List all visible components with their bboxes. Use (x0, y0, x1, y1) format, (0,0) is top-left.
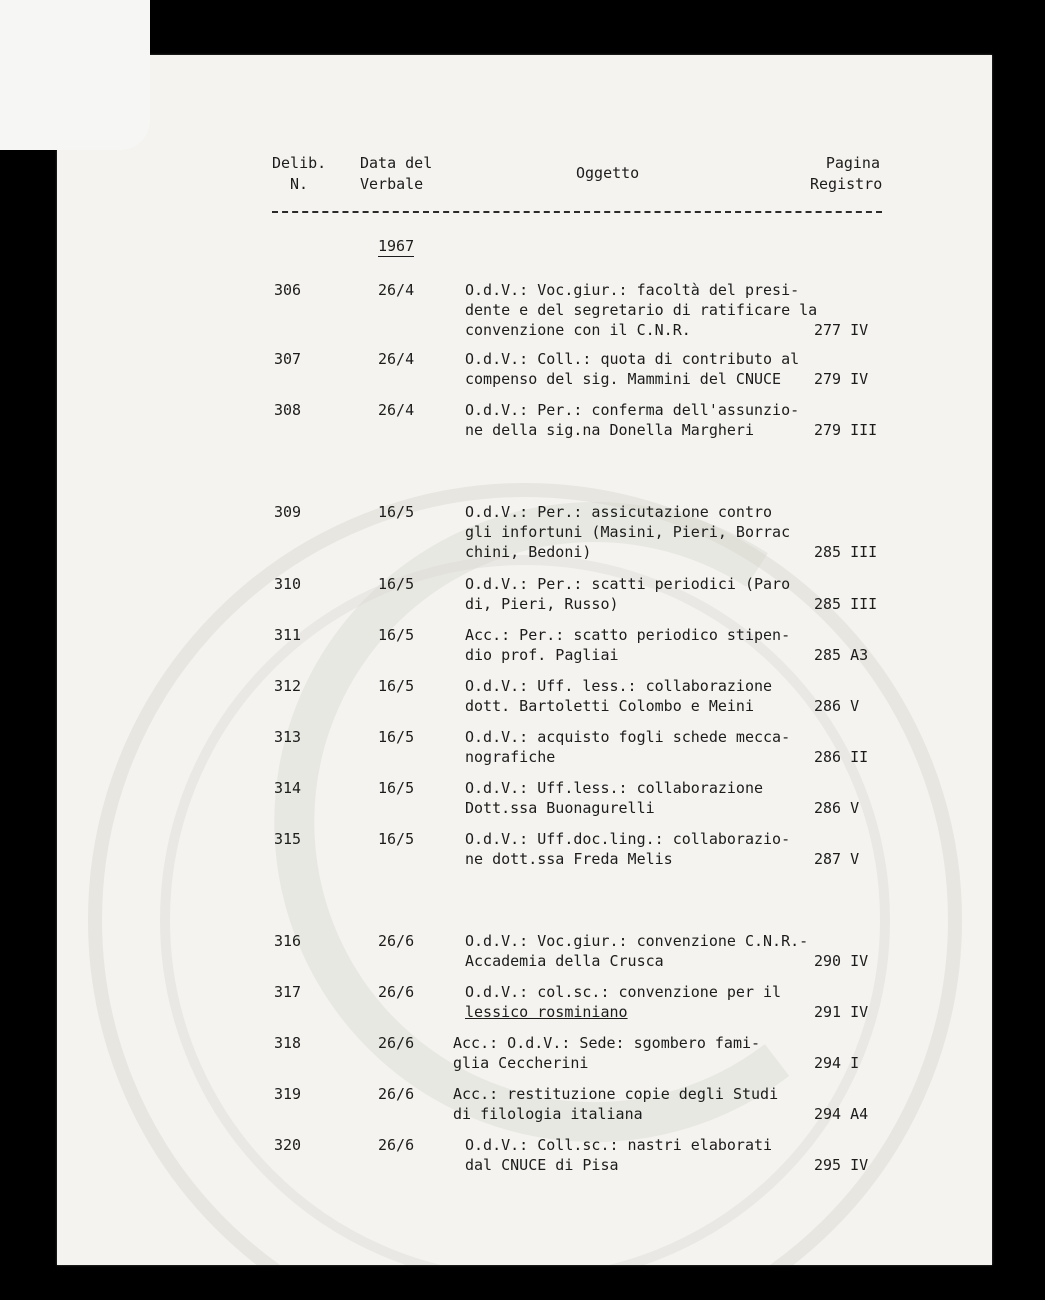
pagina-registro: 279 III (814, 421, 878, 439)
delib-number: 315 (274, 830, 302, 848)
verbale-date: 16/5 (378, 830, 415, 848)
delib-number: 316 (274, 932, 302, 950)
verbale-date: 16/5 (378, 728, 415, 746)
oggetto-text (465, 574, 810, 614)
delib-number: 319 (274, 1085, 302, 1103)
oggetto-text (465, 778, 810, 818)
verbale-date: 16/5 (378, 779, 415, 797)
oggetto-line: O.d.V.: Uff. less.: collaborazione (465, 677, 773, 695)
pagina-registro: 286 II (814, 748, 869, 766)
oggetto-line: gli infortuni (Masini, Pieri, Borrac (465, 523, 791, 541)
oggetto-line: O.d.V.: Uff.doc.ling.: collaborazio- (465, 830, 791, 848)
oggetto-line: O.d.V.: col.sc.: convenzione per il (465, 983, 782, 1001)
delib-number: 313 (274, 728, 302, 746)
oggetto-text (465, 502, 810, 562)
oggetto-line: dott. Bartoletti Colombo e Meini (465, 697, 754, 715)
delib-number: 306 (274, 281, 302, 299)
oggetto-text (453, 1033, 798, 1073)
verbale-date: 16/5 (378, 503, 415, 521)
pagina-registro: 286 V (814, 799, 860, 817)
delib-number: 317 (274, 983, 302, 1001)
oggetto-line: O.d.V.: Per.: conferma dell'assunzio- (465, 401, 800, 419)
oggetto-line: O.d.V.: Coll.sc.: nastri elaborati (465, 1136, 773, 1154)
header-delib: Delib. N. (272, 154, 327, 193)
oggetto-line: Accademia della Crusca (465, 952, 664, 970)
verbale-date: 26/6 (378, 932, 415, 950)
pagina-registro: 285 III (814, 543, 878, 561)
oggetto-text (465, 727, 810, 767)
oggetto-line: O.d.V.: Per.: scatti periodici (Paro (465, 575, 791, 593)
oggetto-line: di, Pieri, Russo) (465, 595, 619, 613)
oggetto-line: glia Ceccherini (453, 1054, 589, 1072)
oggetto-text (465, 625, 810, 665)
pagina-registro: 287 V (814, 850, 860, 868)
delib-number: 310 (274, 575, 302, 593)
oggetto-text (465, 1135, 810, 1175)
oggetto-line: Acc.: restituzione copie degli Studi (453, 1085, 779, 1103)
verbale-date: 26/6 (378, 1136, 415, 1154)
delib-number: 318 (274, 1034, 302, 1052)
oggetto-text (465, 829, 810, 869)
pagina-registro: 285 III (814, 595, 878, 613)
delib-number: 311 (274, 626, 302, 644)
pagina-registro: 285 A3 (814, 646, 869, 664)
delib-number: 314 (274, 779, 302, 797)
oggetto-text (465, 676, 810, 716)
oggetto-line: compenso del sig. Mammini del CNUCE (465, 370, 782, 388)
header-divider (272, 211, 882, 213)
verbale-date: 26/6 (378, 1085, 415, 1103)
verbale-date: 16/5 (378, 626, 415, 644)
oggetto-line: chini, Bedoni) (465, 543, 592, 561)
oggetto-line: convenzione con il C.N.R. (465, 321, 691, 339)
pagina-registro: 291 IV (814, 1003, 869, 1021)
oggetto-line: dente e del segretario di ratificare la (465, 301, 818, 319)
delib-number: 307 (274, 350, 302, 368)
oggetto-line: O.d.V.: Per.: assicutazione contro (465, 503, 773, 521)
year-heading: 1967 (378, 237, 415, 255)
verbale-date: 26/6 (378, 1034, 415, 1052)
verbale-date: 26/6 (378, 983, 415, 1001)
verbale-date: 16/5 (378, 575, 415, 593)
header-oggetto: Oggetto (576, 164, 640, 182)
delib-number: 308 (274, 401, 302, 419)
oggetto-text (465, 280, 818, 340)
oggetto-text (465, 931, 810, 971)
verbale-date: 26/4 (378, 281, 415, 299)
pagina-registro: 295 IV (814, 1156, 869, 1174)
oggetto-line: lessico rosminiano (465, 1003, 628, 1021)
oggetto-line: Acc.: Per.: scatto periodico stipen- (465, 626, 791, 644)
oggetto-text (465, 982, 810, 1022)
verbale-date: 16/5 (378, 677, 415, 695)
oggetto-text (453, 1084, 798, 1124)
oggetto-line: di filologia italiana (453, 1105, 643, 1123)
header-pagina-registro: Pagina Registro (810, 154, 883, 193)
oggetto-text (465, 349, 810, 389)
oggetto-text (465, 400, 810, 440)
oggetto-line: ne dott.ssa Freda Melis (465, 850, 673, 868)
delib-number: 312 (274, 677, 302, 695)
oggetto-line: O.d.V.: Coll.: quota di contributo al (465, 350, 800, 368)
verbale-date: 26/4 (378, 401, 415, 419)
pagina-registro: 294 A4 (814, 1105, 869, 1123)
delib-number: 320 (274, 1136, 302, 1154)
oggetto-line: Acc.: O.d.V.: Sede: sgombero fami- (453, 1034, 761, 1052)
oggetto-line: O.d.V.: Uff.less.: collaborazione (465, 779, 764, 797)
oggetto-line: dal CNUCE di Pisa (465, 1156, 619, 1174)
oggetto-line: dio prof. Pagliai (465, 646, 619, 664)
pagina-registro: 290 IV (814, 952, 869, 970)
oggetto-line: ne della sig.na Donella Margheri (465, 421, 754, 439)
pagina-registro: 294 I (814, 1054, 860, 1072)
oggetto-line: nografiche (465, 748, 556, 766)
oggetto-line: O.d.V.: Voc.giur.: facoltà del presi- (465, 281, 800, 299)
delib-number: 309 (274, 503, 302, 521)
oggetto-line: O.d.V.: acquisto fogli schede mecca- (465, 728, 791, 746)
pagina-registro: 286 V (814, 697, 860, 715)
oggetto-line: O.d.V.: Voc.giur.: convenzione C.N.R.- (465, 932, 809, 950)
verbale-date: 26/4 (378, 350, 415, 368)
pagina-registro: 277 IV (814, 321, 869, 339)
pagina-registro: 279 IV (814, 370, 869, 388)
header-data-verbale: Data del Verbale (360, 154, 433, 193)
oggetto-line: Dott.ssa Buonagurelli (465, 799, 655, 817)
